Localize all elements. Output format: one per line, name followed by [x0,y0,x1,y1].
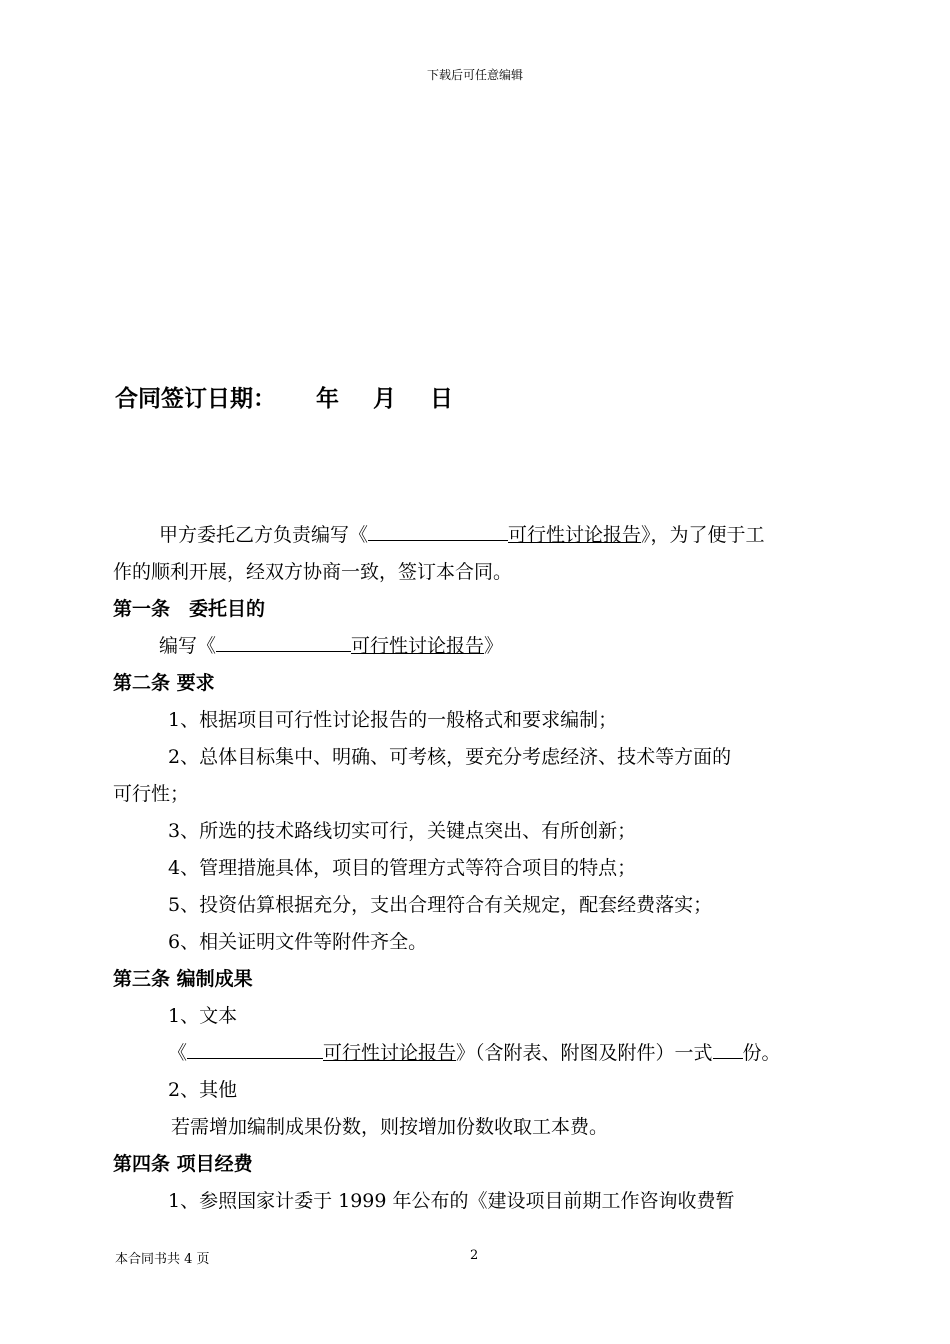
article-2-item-3: 3、所选的技术路线切实可行，关键点突出、有所创新； [168,820,637,842]
date-day: 日 [430,385,453,412]
contract-date-line [115,380,453,413]
article-4-item-1: 1、参照国家计委于 1999 年公布的《建设项目前期工作咨询收费暂 [168,1190,735,1212]
article-3-item-1: 1、文本 [168,1005,238,1027]
article-2-item-1: 1、根据项目可行性讨论报告的一般格式和要求编制； [168,709,618,731]
intro-line-1: 甲方委托乙方负责编写《 可行性讨论报告》，为了便于工 [159,524,765,546]
contract-body [113,517,873,1220]
article-3-item-2: 2、其他 [168,1079,238,1101]
title-blank [187,1040,323,1059]
date-month: 月 [373,385,396,412]
footer-page-count: 本合同书共 4 页 [115,1252,210,1267]
title-blank [216,633,351,652]
footer-page-number: 2 [470,1248,479,1263]
date-label: 合同签订日期： [115,385,276,412]
article-3-title: 第三条 编制成果 [113,968,253,990]
article-2-title: 第二条 要求 [113,672,215,694]
article-2-item-5: 5、投资估算根据充分，支出合理符合有关规定，配套经费落实； [168,894,713,916]
article-1-content: 编写《 可行性讨论报告》 [159,635,504,657]
header-note: 下载后可任意编辑 [426,68,523,82]
date-year: 年 [316,385,339,412]
intro-line-2: 作的顺利开展，经双方协商一致，签订本合同。 [113,561,513,583]
article-3-text-line: 《 可行性讨论报告》（含附表、附图及附件）一式 份。 [168,1042,781,1064]
copies-blank [713,1040,743,1059]
article-4-title: 第四条 项目经费 [113,1153,253,1175]
title-blank [368,522,508,541]
article-2-item-2a: 2、总体目标集中、明确、可考核，要充分考虑经济、技术等方面的 [168,746,732,768]
article-2-item-4: 4、管理措施具体，项目的管理方式等符合项目的特点； [168,857,637,879]
article-2-item-6: 6、相关证明文件等附件齐全。 [168,931,428,953]
article-1-title: 第一条 委托目的 [113,598,266,620]
article-2-item-2b: 可行性； [113,783,190,805]
article-3-item-2-note: 若需增加编制成果份数，则按增加份数收取工本费。 [171,1116,609,1138]
